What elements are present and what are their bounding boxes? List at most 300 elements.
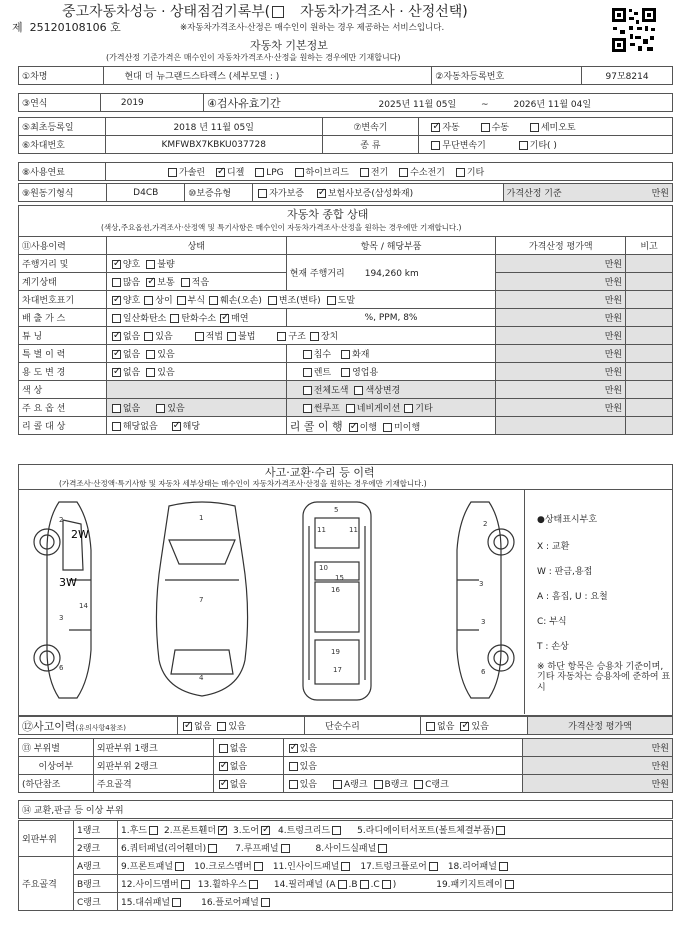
navi: 네비게이션 bbox=[356, 404, 401, 414]
part-pillar-b: .B bbox=[348, 880, 358, 890]
svg-text:2: 2 bbox=[483, 520, 488, 528]
part-floor-panel: 16.플로어패널 bbox=[201, 898, 259, 908]
recall-yes-checkbox[interactable] bbox=[172, 422, 181, 431]
special-none: 없음 bbox=[122, 350, 141, 360]
row3-none: 없음 bbox=[229, 780, 248, 790]
part-cross-member: 10.크로스멤버 bbox=[194, 862, 252, 872]
trans-etc-checkbox[interactable] bbox=[519, 141, 528, 150]
row3-price: 만원 bbox=[523, 775, 673, 793]
purpose-exist-checkbox[interactable] bbox=[146, 368, 155, 377]
meter-label: 계기상태 bbox=[19, 273, 107, 291]
current-mileage-label: 현재 주행거리 bbox=[289, 269, 345, 279]
fuel-etc-checkbox[interactable] bbox=[456, 168, 465, 177]
legend-note: ※ 하단 항목은 승용차 기준이며, 기타 자동차는 승용차에 준하여 표시 bbox=[537, 662, 671, 693]
svg-text:2: 2 bbox=[59, 516, 64, 524]
mark-3w: 3W bbox=[59, 576, 77, 589]
accident-label-small: (유의사항4참조) bbox=[75, 723, 127, 732]
color-change: 색상변경 bbox=[365, 386, 401, 396]
engine-label: ⑨원동기형식 bbox=[19, 184, 107, 202]
basic-info-sub: (가격산정 기준가격은 매수인이 자동차가격조사·산정을 원하는 경우에만 기재합니다) bbox=[106, 53, 401, 62]
price-select-checkbox[interactable] bbox=[272, 6, 284, 18]
row1-price: 만원 bbox=[523, 739, 673, 757]
part-rear-panel-checkbox[interactable] bbox=[499, 862, 508, 871]
tuning-device: 장치 bbox=[320, 332, 339, 342]
part-pillar-c: .C bbox=[370, 880, 380, 890]
simple-exist: 있음 bbox=[471, 722, 489, 732]
price-basis-label: 가격산정 기준 bbox=[506, 189, 562, 199]
basic-info-title: 자동차 기본정보 bbox=[250, 39, 328, 52]
kind-label: 종 류 bbox=[322, 136, 419, 154]
color-price: 만원 bbox=[496, 381, 626, 399]
rent: 렌트 bbox=[313, 368, 332, 378]
year-row bbox=[18, 93, 673, 112]
part-cross-member-checkbox[interactable] bbox=[254, 862, 263, 871]
col-price: 가격산정 평가액 bbox=[496, 237, 626, 255]
outer-label: 외판부위 bbox=[19, 821, 74, 857]
part-floor-panel-checkbox[interactable] bbox=[261, 898, 270, 907]
tuning-structure: 구조 bbox=[288, 332, 306, 342]
color-label: 색 상 bbox=[19, 381, 107, 399]
summary-sub: (색상,주요옵션,가격조사·산정액 및 특기사항은 매수인이 자동차가격조사·산정을 원하는 경우에만 기재합니다.) bbox=[101, 223, 462, 232]
part-inside-panel-checkbox[interactable] bbox=[341, 862, 350, 871]
row3-exist: 있음 bbox=[299, 780, 317, 790]
meter-bad: 불량 bbox=[157, 260, 175, 270]
part-rear-panel: 18.리어패널 bbox=[447, 862, 497, 872]
simple-repair-label: 단순수리 bbox=[305, 717, 421, 735]
trans-auto: 자동 bbox=[442, 123, 460, 133]
color-state bbox=[106, 381, 286, 399]
option-exist-checkbox[interactable] bbox=[156, 404, 165, 413]
mileage-few-checkbox[interactable] bbox=[181, 278, 190, 287]
warranty-ins-checkbox[interactable] bbox=[317, 189, 326, 198]
part-door-checkbox[interactable] bbox=[261, 826, 270, 835]
accident-exist-checkbox[interactable] bbox=[217, 722, 226, 731]
warranty-self-checkbox[interactable] bbox=[258, 189, 267, 198]
mileage-note-1 bbox=[626, 255, 673, 273]
fuel-electric: 전기 bbox=[370, 168, 389, 178]
purpose-note bbox=[626, 363, 673, 381]
mileage-normal-checkbox[interactable] bbox=[146, 278, 155, 287]
legend-panel bbox=[524, 490, 673, 714]
history-sub: (가격조사·산정액·특기사항 및 자동차 세부상태는 매수인이 자동차가격조사·산정을 원하는 경우에만 기재합니다.) bbox=[59, 479, 427, 488]
fuel-lpg: LPG bbox=[266, 168, 284, 178]
accident-price-label: 가격산정 평가액 bbox=[528, 717, 673, 735]
rank2-label: 2랭크 bbox=[74, 839, 118, 857]
fuel-electric-checkbox[interactable] bbox=[360, 168, 369, 177]
mileage-note-2 bbox=[626, 273, 673, 291]
part-pillar-a-checkbox[interactable] bbox=[338, 880, 347, 889]
part-pillar-a: 14.필러패널 (A bbox=[273, 880, 336, 890]
co-checkbox[interactable] bbox=[112, 314, 121, 323]
part-wheel-house-checkbox[interactable] bbox=[249, 880, 258, 889]
svg-text:3: 3 bbox=[481, 618, 486, 626]
svg-text:6: 6 bbox=[59, 664, 64, 672]
tuning-illegal-checkbox[interactable] bbox=[227, 332, 236, 341]
b-rank-checkbox[interactable] bbox=[374, 780, 383, 789]
first-reg-value: 2018 년 11월 05일 bbox=[105, 118, 322, 136]
c-rank-checkbox[interactable] bbox=[414, 780, 423, 789]
part-trunk-floor-checkbox[interactable] bbox=[429, 862, 438, 871]
mileage-normal: 보통 bbox=[157, 278, 175, 288]
a-rank: A랭크 bbox=[344, 780, 368, 790]
svg-text:4: 4 bbox=[199, 674, 204, 682]
legend-x: X : 교환 bbox=[537, 542, 570, 552]
special-exist: 있음 bbox=[157, 350, 175, 360]
part-dash-panel-checkbox[interactable] bbox=[172, 898, 181, 907]
full-paint-checkbox[interactable] bbox=[303, 386, 312, 395]
fuel-hydrogen-checkbox[interactable] bbox=[399, 168, 408, 177]
business: 영업용 bbox=[352, 368, 379, 378]
recall-not-checkbox[interactable] bbox=[383, 423, 392, 432]
row1-none-checkbox[interactable] bbox=[219, 744, 228, 753]
fuel-hybrid-checkbox[interactable] bbox=[295, 168, 304, 177]
form-number: 제 25120108106 호 bbox=[12, 21, 121, 34]
current-mileage-value: 194,260 km bbox=[364, 269, 419, 279]
summary-title: 자동차 종합 상태 bbox=[287, 208, 369, 221]
warranty-label: ⑩보증유형 bbox=[185, 184, 253, 202]
parts-label-2: 이상여부 bbox=[19, 757, 94, 775]
svg-text:3: 3 bbox=[479, 580, 484, 588]
car-right-side-icon bbox=[457, 502, 514, 698]
accident-label: ⑫사고이력 bbox=[22, 719, 76, 733]
history-header bbox=[18, 464, 673, 490]
row2-exist-checkbox[interactable] bbox=[289, 762, 298, 771]
part-radiator-support-checkbox[interactable] bbox=[496, 826, 505, 835]
emission-price: 만원 bbox=[496, 309, 626, 327]
fuel-diesel: 디젤 bbox=[226, 168, 245, 178]
emission-label: 배 출 가 스 bbox=[19, 309, 107, 327]
part-pillar-close: ) bbox=[392, 880, 397, 890]
basic-info-header bbox=[10, 36, 600, 66]
trans-manual: 수동 bbox=[491, 123, 509, 133]
valid-label: ④검사유효기간 bbox=[207, 96, 281, 110]
fuel-label: ⑧사용연료 bbox=[19, 163, 106, 181]
vin-altered: 변조(변타) bbox=[278, 296, 321, 306]
part-quarter-panel-checkbox[interactable] bbox=[208, 844, 217, 853]
tuning-none-checkbox[interactable] bbox=[112, 332, 121, 341]
trans-semi-checkbox[interactable] bbox=[530, 123, 539, 132]
part-trunk-lid: 4.트렁크리드 bbox=[278, 826, 331, 836]
trans-auto-checkbox[interactable] bbox=[431, 123, 440, 132]
year-value: 2019 bbox=[100, 94, 203, 112]
recall-done-checkbox[interactable] bbox=[349, 423, 358, 432]
fuel-row bbox=[18, 162, 673, 181]
col-use: ⑪사용이력 bbox=[19, 237, 107, 255]
tuning-exist-checkbox[interactable] bbox=[144, 332, 153, 341]
sunroof: 썬루프 bbox=[313, 404, 340, 414]
reg-label: ②자동차등록번호 bbox=[432, 67, 582, 85]
option-none-checkbox[interactable] bbox=[112, 404, 121, 413]
part-radiator-support: 5.라디에이터서포트(볼트체결부품) bbox=[357, 826, 495, 836]
vin-abnormal: 상이 bbox=[155, 296, 173, 306]
svg-text:19: 19 bbox=[331, 648, 340, 656]
price-basis-won: 만원 bbox=[651, 189, 669, 199]
special-price: 만원 bbox=[496, 345, 626, 363]
svg-text:14: 14 bbox=[79, 602, 88, 610]
mileage-many-checkbox[interactable] bbox=[112, 278, 121, 287]
valid-from: 2025년 11월 05일 bbox=[378, 99, 457, 110]
part-wheel-house: 13.휠하우스 bbox=[197, 880, 247, 890]
legend-w: W : 판금,용접 bbox=[537, 567, 593, 577]
vin-mark-label: 차대번호표기 bbox=[19, 291, 107, 309]
part-dash-panel: 15.대쉬패널 bbox=[121, 898, 171, 908]
part-pillar-c-checkbox[interactable] bbox=[382, 880, 391, 889]
simple-none: 없음 bbox=[437, 722, 455, 732]
first-reg-rows bbox=[18, 117, 673, 154]
fuel-gasoline-checkbox[interactable] bbox=[168, 168, 177, 177]
exchange-table bbox=[18, 820, 673, 911]
recall-label: 리 콜 대 상 bbox=[19, 417, 107, 435]
part-side-sill: 8.사이드실패널 bbox=[315, 844, 377, 854]
part-side-sill-checkbox[interactable] bbox=[378, 844, 387, 853]
svg-text:11: 11 bbox=[349, 526, 358, 534]
vin-good-checkbox[interactable] bbox=[112, 296, 121, 305]
col-item: 항목 / 해당부품 bbox=[286, 237, 496, 255]
a-label: A랭크 bbox=[74, 857, 118, 875]
vin-note bbox=[626, 291, 673, 309]
special-exist-checkbox[interactable] bbox=[146, 350, 155, 359]
part-front-fender-checkbox[interactable] bbox=[218, 826, 227, 835]
business-checkbox[interactable] bbox=[341, 368, 350, 377]
fuel-hybrid: 하이브리드 bbox=[305, 168, 350, 178]
tuning-structure-checkbox[interactable] bbox=[277, 332, 286, 341]
fuel-lpg-checkbox[interactable] bbox=[255, 168, 264, 177]
meter-good-checkbox[interactable] bbox=[112, 260, 121, 269]
c-label: C랭크 bbox=[74, 893, 118, 911]
option-label: 주 요 옵 션 bbox=[19, 399, 107, 417]
purpose-price: 만원 bbox=[496, 363, 626, 381]
purpose-none-checkbox[interactable] bbox=[112, 368, 121, 377]
tuning-label: 튜 닝 bbox=[19, 327, 107, 345]
legend-title: ●상태표시부호 bbox=[537, 515, 598, 525]
part-trunk-lid-checkbox[interactable] bbox=[332, 826, 341, 835]
engine-value: D4CB bbox=[107, 184, 185, 202]
row1-exist-checkbox[interactable] bbox=[289, 744, 298, 753]
simple-exist-checkbox[interactable] bbox=[460, 722, 469, 731]
part-side-member-checkbox[interactable] bbox=[181, 880, 190, 889]
row1-exist: 있음 bbox=[299, 744, 317, 754]
parts-row1-label: 외판부위 1랭크 bbox=[93, 739, 213, 757]
car-name-label: ①차명 bbox=[19, 67, 104, 85]
recall-yes: 해당 bbox=[182, 422, 201, 432]
valid-to: 2026년 11월 04일 bbox=[513, 99, 592, 110]
mileage-label: 주행거리 및 bbox=[19, 255, 107, 273]
tuning-note bbox=[626, 327, 673, 345]
row2-price: 만원 bbox=[523, 757, 673, 775]
tuning-device-checkbox[interactable] bbox=[310, 332, 319, 341]
part-front-fender: 2.프론트휀더 bbox=[163, 826, 217, 836]
svg-text:15: 15 bbox=[335, 574, 344, 582]
mileage-few: 적음 bbox=[191, 278, 210, 288]
car-diagram bbox=[19, 490, 529, 714]
parts-row2-label: 외판부위 2랭크 bbox=[93, 757, 213, 775]
warranty-self: 자가보증 bbox=[269, 189, 304, 199]
summary-header bbox=[18, 205, 673, 236]
special-label: 특 별 이 력 bbox=[19, 345, 107, 363]
option-price: 만원 bbox=[496, 399, 626, 417]
a-rank-checkbox[interactable] bbox=[333, 780, 342, 789]
b-label: B랭크 bbox=[74, 875, 118, 893]
car-diagram-area bbox=[18, 490, 673, 716]
basic-info-table bbox=[18, 66, 673, 85]
accident-exist: 있음 bbox=[228, 722, 246, 732]
smoke-checkbox[interactable] bbox=[220, 314, 229, 323]
row3-exist-checkbox[interactable] bbox=[289, 780, 298, 789]
purpose-label: 용 도 변 경 bbox=[19, 363, 107, 381]
form-title: 중고자동차성능 · 상태점검기록부( 자동차가격조사 · 산정선택) bbox=[62, 4, 468, 20]
rank1-label: 1랭크 bbox=[74, 821, 118, 839]
trans-etc: 기타( ) bbox=[529, 141, 557, 151]
mark-2w: 2W bbox=[71, 528, 89, 541]
part-quarter-panel: 6.쿼터패널(리어휀더) bbox=[121, 844, 207, 854]
vin-corrosion: 부식 bbox=[187, 296, 206, 306]
header-note: ※자동차가격조사·산정은 매수인이 원하는 경우 제공하는 서비스입니다. bbox=[180, 23, 445, 33]
part-side-member: 12.사이드멤버 bbox=[121, 880, 179, 890]
year-label: ③연식 bbox=[19, 94, 101, 112]
col-state: 상태 bbox=[106, 237, 286, 255]
option-etc-checkbox[interactable] bbox=[404, 404, 413, 413]
trans-cvt-checkbox[interactable] bbox=[431, 141, 440, 150]
tuning-none: 없음 bbox=[122, 332, 141, 342]
part-pillar-b-checkbox[interactable] bbox=[360, 880, 369, 889]
co: 일산화탄소 bbox=[122, 314, 167, 324]
svg-text:6: 6 bbox=[481, 668, 486, 676]
vin-stolen: 도말 bbox=[337, 296, 356, 306]
row2-exist: 있음 bbox=[299, 762, 317, 772]
hc-checkbox[interactable] bbox=[170, 314, 179, 323]
hc: 탄화수소 bbox=[181, 314, 217, 324]
part-hood-checkbox[interactable] bbox=[149, 826, 158, 835]
fuel-diesel-checkbox[interactable] bbox=[216, 168, 225, 177]
car-name-value: 현대 더 뉴그랜드스타렉스 (세부모델 : ) bbox=[104, 67, 432, 85]
trans-semi: 세미오토 bbox=[540, 123, 576, 133]
summary-table bbox=[18, 236, 673, 435]
navi-checkbox[interactable] bbox=[346, 404, 355, 413]
rent-checkbox[interactable] bbox=[303, 368, 312, 377]
recall-done: 이행 bbox=[359, 422, 378, 433]
fire: 화재 bbox=[352, 350, 370, 360]
first-reg-label: ⑤최초등록일 bbox=[19, 118, 106, 136]
vin-stolen-checkbox[interactable] bbox=[327, 296, 336, 305]
option-etc: 기타 bbox=[415, 404, 433, 414]
flood: 침수 bbox=[313, 350, 332, 360]
option-none: 없음 bbox=[122, 404, 141, 414]
vin-damage-checkbox[interactable] bbox=[209, 296, 218, 305]
sunroof-checkbox[interactable] bbox=[303, 404, 312, 413]
part-front-panel-checkbox[interactable] bbox=[175, 862, 184, 871]
parts-row3-label: 주요골격 bbox=[93, 775, 213, 793]
parts-label-3: (하단참조 bbox=[19, 775, 94, 793]
vin-value: KMFWBX7KBKU037728 bbox=[105, 136, 322, 154]
svg-text:10: 10 bbox=[319, 564, 328, 572]
tuning-price: 만원 bbox=[496, 327, 626, 345]
row3-none-checkbox[interactable] bbox=[219, 780, 228, 789]
flood-checkbox[interactable] bbox=[303, 350, 312, 359]
vin-label: ⑥차대번호 bbox=[19, 136, 106, 154]
purpose-none: 없음 bbox=[122, 368, 141, 378]
accident-none-checkbox[interactable] bbox=[183, 722, 192, 731]
accident-row bbox=[18, 716, 673, 735]
simple-none-checkbox[interactable] bbox=[426, 722, 435, 731]
col-note: 비고 bbox=[626, 237, 673, 255]
part-package-tray: 19.패키지트레이 bbox=[436, 880, 503, 890]
tuning-legal-checkbox[interactable] bbox=[195, 332, 204, 341]
legend-t: T : 손상 bbox=[537, 642, 569, 652]
option-exist: 있음 bbox=[167, 404, 185, 414]
emission-note bbox=[626, 309, 673, 327]
recall-none: 해당없음 bbox=[122, 422, 158, 432]
c-rank: C랭크 bbox=[425, 780, 449, 790]
parts-label-1: ⑬ 부위별 bbox=[19, 739, 94, 757]
option-note bbox=[626, 399, 673, 417]
color-note bbox=[626, 381, 673, 399]
recall-not: 미이행 bbox=[394, 422, 421, 433]
meter-good: 양호 bbox=[122, 260, 141, 270]
vin-corrosion-checkbox[interactable] bbox=[177, 296, 186, 305]
recall-none-checkbox[interactable] bbox=[112, 422, 121, 431]
exchange-title-row bbox=[18, 800, 673, 819]
reg-value: 97모8214 bbox=[582, 67, 673, 85]
trans-cvt: 무단변속기 bbox=[442, 141, 486, 151]
tuning-legal: 적법 bbox=[205, 332, 224, 342]
special-note bbox=[626, 345, 673, 363]
tuning-exist: 있음 bbox=[155, 332, 173, 342]
history-title: 사고·교환·수리 등 이력 bbox=[265, 466, 375, 479]
svg-text:5: 5 bbox=[334, 506, 339, 514]
vin-good: 양호 bbox=[122, 296, 141, 306]
smoke: 매연 bbox=[231, 314, 249, 324]
row2-none-checkbox[interactable] bbox=[219, 762, 228, 771]
mileage-price-1: 만원 bbox=[496, 255, 626, 273]
part-roof-panel-checkbox[interactable] bbox=[281, 844, 290, 853]
vin-damage: 훼손(오손) bbox=[220, 296, 262, 306]
part-inside-panel: 11.인사이드패널 bbox=[272, 862, 340, 872]
color-change-checkbox[interactable] bbox=[354, 386, 363, 395]
special-none-checkbox[interactable] bbox=[112, 350, 121, 359]
meter-bad-checkbox[interactable] bbox=[146, 260, 155, 269]
mileage-many: 많음 bbox=[122, 278, 141, 288]
trans-label: ⑦변속기 bbox=[322, 118, 419, 136]
part-door: 3.도어 bbox=[233, 826, 260, 836]
fire-checkbox[interactable] bbox=[341, 350, 350, 359]
vin-altered-checkbox[interactable] bbox=[268, 296, 277, 305]
frame-label: 주요골격 bbox=[19, 857, 74, 911]
svg-text:17: 17 bbox=[333, 666, 342, 674]
engine-row bbox=[18, 183, 673, 202]
svg-text:16: 16 bbox=[331, 586, 340, 594]
part-trunk-floor: 17.트렁크플로어 bbox=[360, 862, 427, 872]
row2-none: 없음 bbox=[229, 762, 248, 772]
trans-manual-checkbox[interactable] bbox=[481, 123, 490, 132]
legend-a: A : 흠집, U : 요철 bbox=[537, 592, 608, 602]
recall-perf-label: 리 콜 이 행 bbox=[289, 419, 343, 433]
warranty-ins: 보험사보증(삼성화재) bbox=[327, 189, 414, 199]
part-package-tray-checkbox[interactable] bbox=[505, 880, 514, 889]
recall-note bbox=[626, 417, 673, 435]
svg-text:7: 7 bbox=[199, 596, 204, 604]
vin-abnormal-checkbox[interactable] bbox=[144, 296, 153, 305]
qr-code-icon bbox=[610, 6, 658, 54]
part-hood: 1.후드 bbox=[121, 826, 147, 836]
part-front-panel: 9.프론트패널 bbox=[121, 862, 174, 872]
mileage-price-2: 만원 bbox=[496, 273, 626, 291]
purpose-exist: 있음 bbox=[157, 368, 175, 378]
tuning-illegal: 불법 bbox=[238, 332, 256, 342]
b-rank: B랭크 bbox=[384, 780, 409, 790]
full-paint: 전체도색 bbox=[313, 386, 349, 396]
fuel-hydrogen: 수소전기 bbox=[410, 168, 445, 178]
fuel-etc: 기타 bbox=[466, 168, 485, 178]
